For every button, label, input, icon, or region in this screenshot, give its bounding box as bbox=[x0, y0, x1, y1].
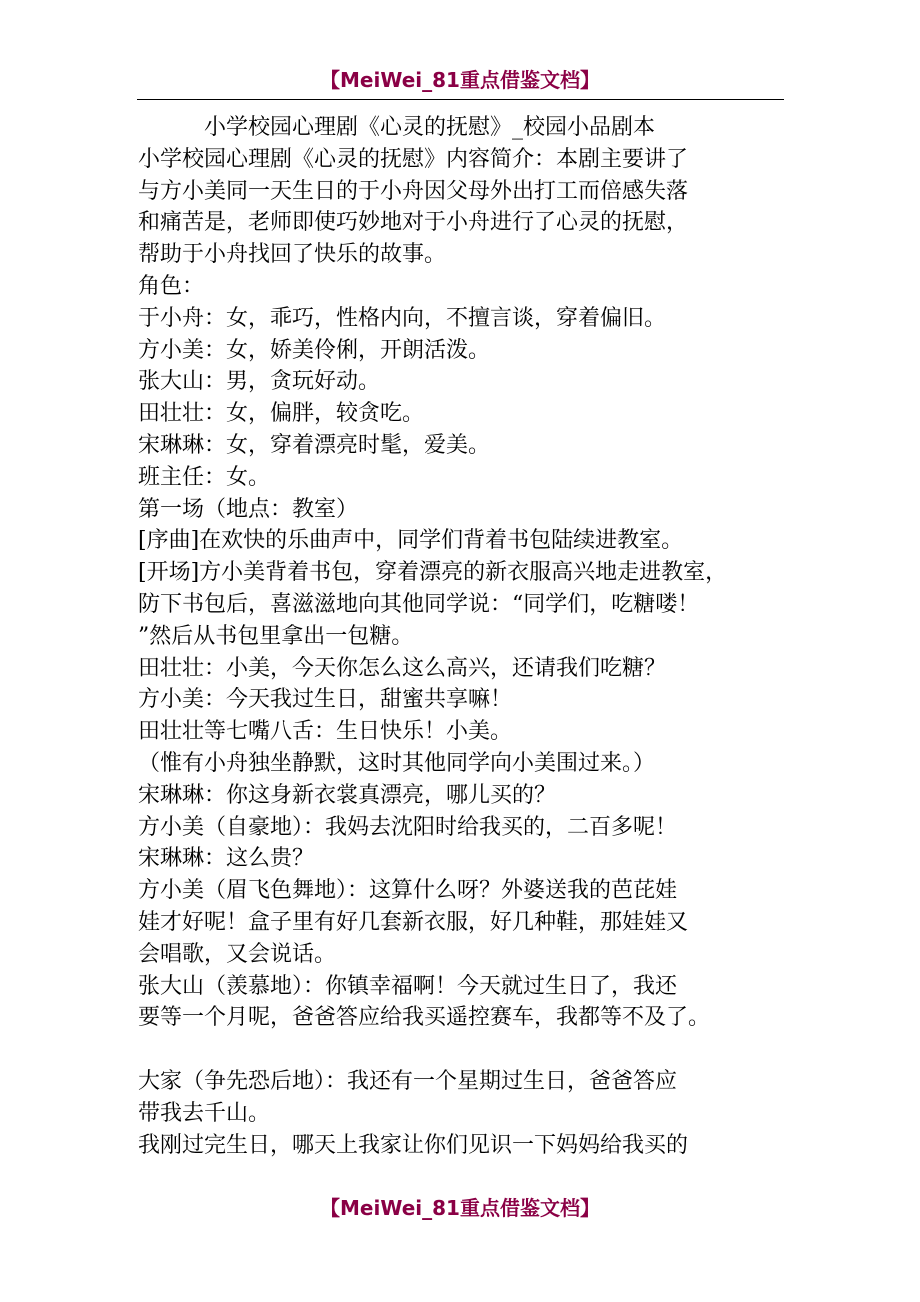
text-line: 大家（争先恐后地）：我还有一个星期过生日，爸爸答应 bbox=[138, 1068, 678, 1094]
text-line: 要等一个月呢，爸爸答应给我买遥控赛车，我都等不及了。 bbox=[138, 1005, 711, 1031]
text-line: 会唱歌，又会说话。 bbox=[138, 941, 337, 967]
text-line: 方小美（自豪地）：我妈去沈阳时给我买的，二百多呢！ bbox=[138, 814, 678, 840]
header-divider bbox=[137, 99, 784, 100]
text-line: 和痛苦是，老师即使巧妙地对于小舟进行了心灵的抚慰， bbox=[138, 210, 689, 236]
text-line: 娃才好呢！盒子里有好几套新衣服，好几种鞋，那娃娃又 bbox=[138, 909, 689, 935]
text-line: 小学校园心理剧《心灵的抚慰》内容简介：本剧主要讲了 bbox=[138, 146, 689, 172]
document-title: 小学校园心理剧《心灵的抚慰》_校园小品剧本 bbox=[204, 115, 656, 140]
text-line: 于小舟：女，乖巧，性格内向，不擅言谈，穿着偏旧。 bbox=[138, 305, 667, 331]
text-line: 田壮壮等七嘴八舌：生日快乐！小美。 bbox=[138, 719, 513, 745]
text-line: ”然后从书包里拿出一包糖。 bbox=[138, 623, 414, 649]
page-footer: 【MeiWei_81重点借鉴文档】 bbox=[320, 1196, 600, 1220]
text-line: 带我去千山。 bbox=[138, 1100, 271, 1126]
text-line: 方小美：今天我过生日，甜蜜共享嘛！ bbox=[138, 687, 513, 713]
document-lines bbox=[138, 144, 788, 1162]
text-line: 帮助于小舟找回了快乐的故事。 bbox=[138, 242, 447, 268]
text-line: （惟有小舟独坐静默，这时其他同学向小美围过来。） bbox=[138, 750, 656, 776]
text-line: 我刚过完生日，哪天上我家让你们见识一下妈妈给我买的 bbox=[138, 1132, 689, 1158]
text-line: [序曲]在欢快的乐曲声中，同学们背着书包陆续进教室。 bbox=[138, 528, 684, 554]
text-line: 宋琳琳：这么贵？ bbox=[138, 846, 315, 872]
page-header: 【MeiWei_81重点借鉴文档】 bbox=[320, 68, 600, 92]
text-line: 与方小美同一天生日的于小舟因父母外出打工而倍感失落 bbox=[138, 178, 689, 204]
text-line: [开场]方小美背着书包，穿着漂亮的新衣服高兴地走进教室， bbox=[138, 560, 728, 586]
text-line: 第一场（地点：教室） bbox=[138, 496, 359, 522]
text-line: 方小美：女，娇美伶俐，开朗活泼。 bbox=[138, 337, 491, 363]
text-line: 田壮壮：小美，今天你怎么这么高兴，还请我们吃糖？ bbox=[138, 655, 667, 681]
text-line: 方小美（眉飞色舞地）：这算什么呀？外婆送我的芭芘娃 bbox=[138, 878, 678, 904]
text-line: 宋琳琳：女，穿着漂亮时髦，爱美。 bbox=[138, 432, 491, 458]
text-line: 张大山：男，贪玩好动。 bbox=[138, 369, 381, 395]
text-line: 角色： bbox=[138, 273, 205, 299]
text-line: 防下书包后，喜滋滋地向其他同学说：“同学们，吃糖喽！ bbox=[138, 591, 700, 617]
text-line bbox=[138, 1034, 788, 1066]
text-line: 班主任：女。 bbox=[138, 464, 271, 490]
text-line: 张大山（羡慕地）：你镇幸福啊！今天就过生日了，我还 bbox=[138, 973, 678, 999]
text-line: 田壮壮：女，偏胖，较贪吃。 bbox=[138, 401, 425, 427]
text-line: 宋琳琳：你这身新衣裳真漂亮，哪儿买的？ bbox=[138, 782, 557, 808]
document-body bbox=[138, 112, 788, 1161]
